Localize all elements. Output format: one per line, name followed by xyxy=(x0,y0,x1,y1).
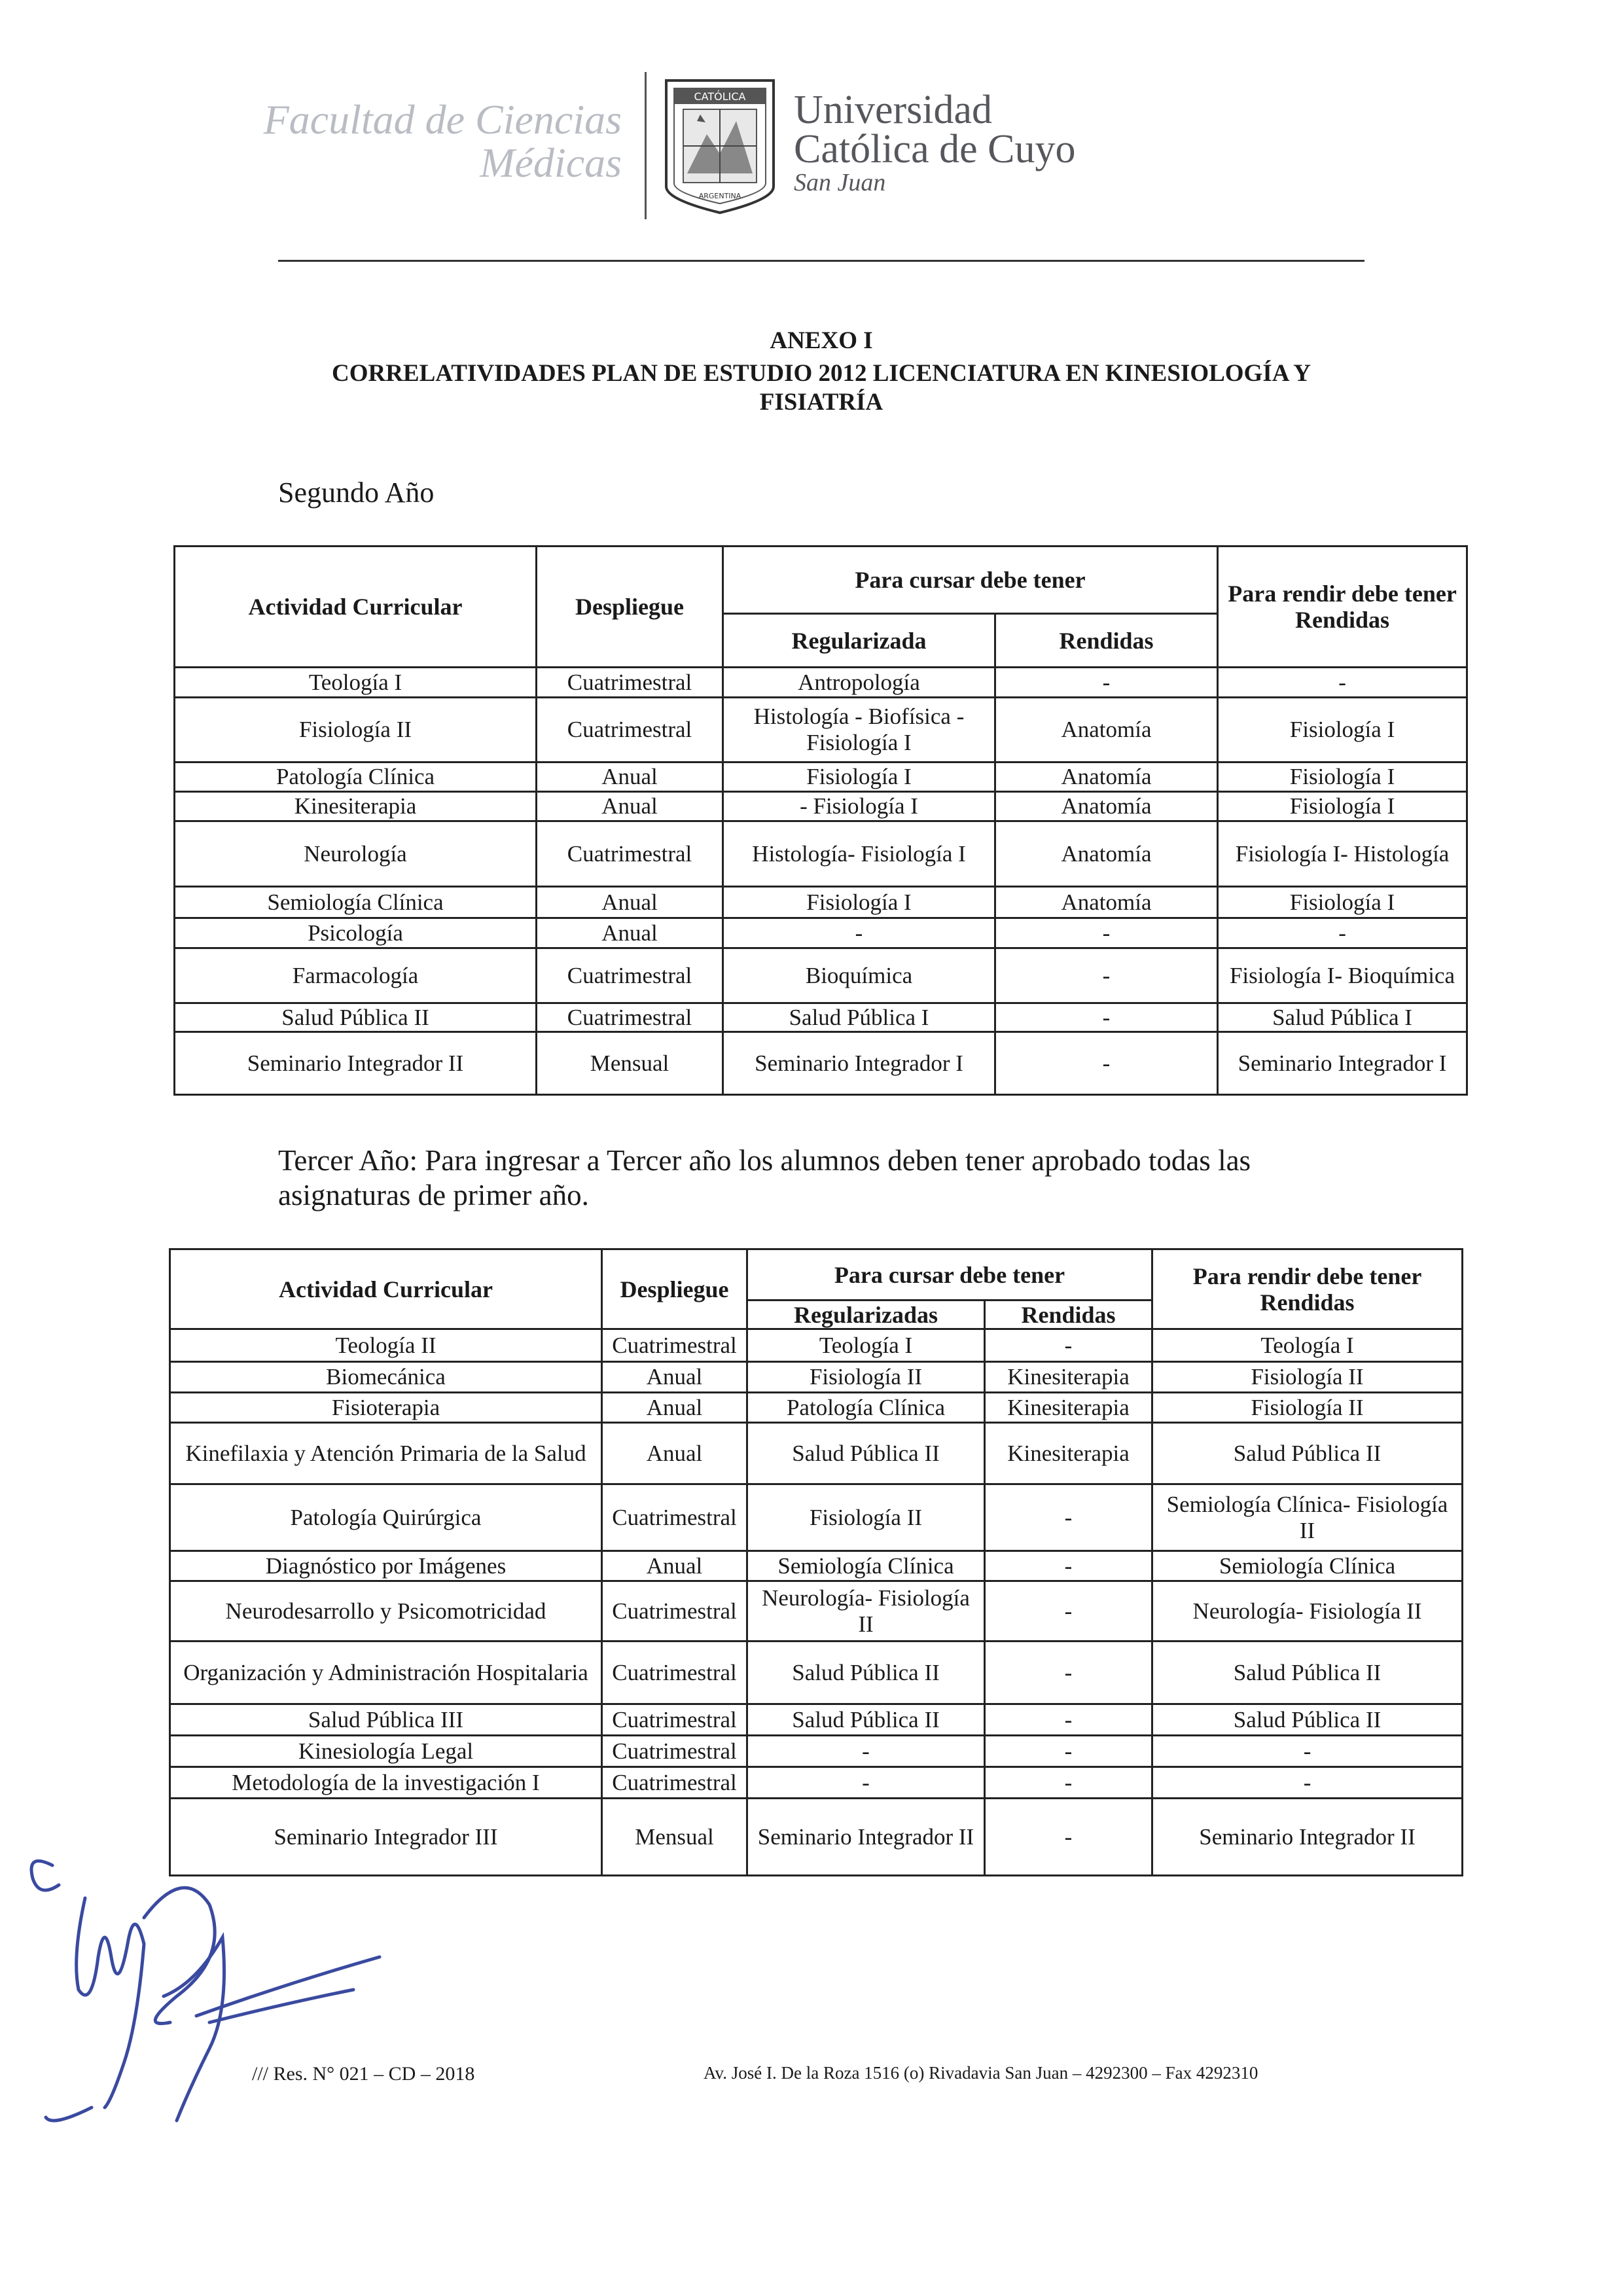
cell-despliegue: Anual xyxy=(537,762,723,792)
table-row xyxy=(170,1767,1463,1799)
tercer-table xyxy=(169,1248,1463,1876)
cell-regularizada: Seminario Integrador II xyxy=(747,1799,985,1876)
cell-rendidas: - xyxy=(985,1799,1152,1876)
cell-despliegue: Anual xyxy=(602,1551,747,1581)
university-seal-icon xyxy=(661,75,779,216)
cell-actividad: Fisiología II xyxy=(175,698,537,762)
cell-rendir: Fisiología I- Bioquímica xyxy=(1218,948,1467,1003)
cell-despliegue: Cuatrimestral xyxy=(602,1641,747,1704)
cell-actividad: Kinefilaxia y Atención Primaria de la Salud xyxy=(170,1423,602,1484)
cell-actividad: Salud Pública II xyxy=(175,1003,537,1032)
cell-rendir: Salud Pública II xyxy=(1152,1423,1463,1484)
table-row xyxy=(175,698,1467,762)
table-row xyxy=(170,1393,1463,1423)
header-rule xyxy=(278,260,1364,262)
cell-rendir: Salud Pública I xyxy=(1218,1003,1467,1032)
col-header-regularizada: Regularizada xyxy=(723,614,995,668)
cell-despliegue: Cuatrimestral xyxy=(537,1003,723,1032)
cell-rendir: Seminario Integrador II xyxy=(1152,1799,1463,1876)
cell-actividad: Fisioterapia xyxy=(170,1393,602,1423)
cell-actividad: Teología I xyxy=(175,668,537,698)
col-header-actividad: Actividad Curricular xyxy=(175,547,537,668)
section-tercer-heading-line2: asignaturas de primer año. xyxy=(278,1179,589,1211)
cell-actividad: Patología Quirúrgica xyxy=(170,1484,602,1551)
cell-despliegue: Cuatrimestral xyxy=(602,1484,747,1551)
table-row xyxy=(175,948,1467,1003)
cell-rendir: Fisiología I- Histología xyxy=(1218,821,1467,887)
cell-despliegue: Anual xyxy=(602,1393,747,1423)
cell-rendidas: Anatomía xyxy=(995,698,1218,762)
table-row xyxy=(170,1551,1463,1581)
cell-rendidas: Anatomía xyxy=(995,792,1218,821)
seal-top-text: CATÓLICA xyxy=(694,90,746,103)
col-header-actividad: Actividad Curricular xyxy=(170,1249,602,1329)
cell-rendir: - xyxy=(1218,918,1467,948)
cell-actividad: Patología Clínica xyxy=(175,762,537,792)
header-divider xyxy=(645,72,647,219)
cell-despliegue: Cuatrimestral xyxy=(602,1736,747,1767)
cell-actividad: Organización y Administración Hospitalaria xyxy=(170,1641,602,1704)
cell-actividad: Metodología de la investigación I xyxy=(170,1767,602,1799)
col-header-cursar: Para cursar debe tener xyxy=(723,547,1218,614)
cell-regularizada: Teología I xyxy=(747,1329,985,1362)
cell-rendir: Semiología Clínica xyxy=(1152,1551,1463,1581)
annex-title: ANEXO I xyxy=(770,327,873,354)
cell-rendidas: - xyxy=(985,1551,1152,1581)
cell-regularizada: - xyxy=(723,918,995,948)
cell-actividad: Seminario Integrador III xyxy=(170,1799,602,1876)
cell-actividad: Neurodesarrollo y Psicomotricidad xyxy=(170,1581,602,1641)
cell-regularizada: Antropología xyxy=(723,668,995,698)
cell-rendir: Fisiología II xyxy=(1152,1393,1463,1423)
cell-rendir: - xyxy=(1218,668,1467,698)
cell-regularizada: Fisiología I xyxy=(723,887,995,918)
col-header-rendidas: Rendidas xyxy=(985,1300,1152,1329)
cell-actividad: Teología II xyxy=(170,1329,602,1362)
cell-rendir: Neurología- Fisiología II xyxy=(1152,1581,1463,1641)
cell-actividad: Farmacología xyxy=(175,948,537,1003)
document-title-line2: FISIATRÍA xyxy=(759,389,883,416)
cell-rendir: Salud Pública II xyxy=(1152,1641,1463,1704)
resolution-number: /// Res. N° 021 – CD – 2018 xyxy=(252,2063,475,2085)
cell-actividad: Seminario Integrador II xyxy=(175,1032,537,1095)
cell-rendidas: - xyxy=(995,948,1218,1003)
cell-rendir: - xyxy=(1152,1736,1463,1767)
col-header-despliegue: Despliegue xyxy=(537,547,723,668)
cell-rendidas: - xyxy=(985,1641,1152,1704)
cell-regularizada: Patología Clínica xyxy=(747,1393,985,1423)
cell-rendidas: Anatomía xyxy=(995,762,1218,792)
cell-regularizada: Bioquímica xyxy=(723,948,995,1003)
cell-rendir: Teología I xyxy=(1152,1329,1463,1362)
cell-despliegue: Mensual xyxy=(602,1799,747,1876)
cell-regularizada: Seminario Integrador I xyxy=(723,1032,995,1095)
cell-despliegue: Cuatrimestral xyxy=(537,668,723,698)
cell-rendir: Fisiología I xyxy=(1218,792,1467,821)
cell-despliegue: Anual xyxy=(602,1423,747,1484)
table-row xyxy=(170,1484,1463,1551)
table-row xyxy=(170,1641,1463,1704)
cell-rendir: Seminario Integrador I xyxy=(1218,1032,1467,1095)
cell-rendidas: Kinesiterapia xyxy=(985,1393,1152,1423)
cell-despliegue: Anual xyxy=(537,792,723,821)
cell-regularizada: Salud Pública I xyxy=(723,1003,995,1032)
cell-actividad: Kinesiterapia xyxy=(175,792,537,821)
table-row xyxy=(170,1704,1463,1736)
col-header-cursar: Para cursar debe tener xyxy=(747,1249,1152,1300)
cell-regularizada: Salud Pública II xyxy=(747,1641,985,1704)
table-row xyxy=(170,1581,1463,1641)
cell-despliegue: Cuatrimestral xyxy=(602,1581,747,1641)
cell-rendidas: - xyxy=(985,1581,1152,1641)
cell-regularizada: Neurología- Fisiología II xyxy=(747,1581,985,1641)
table-row xyxy=(170,1329,1463,1362)
cell-regularizada: Salud Pública II xyxy=(747,1423,985,1484)
cell-despliegue: Cuatrimestral xyxy=(602,1767,747,1799)
university-name xyxy=(794,90,1075,196)
cell-actividad: Neurología xyxy=(175,821,537,887)
table-row xyxy=(170,1362,1463,1393)
table-row xyxy=(175,918,1467,948)
cell-rendir: Salud Pública II xyxy=(1152,1704,1463,1736)
university-line2: Católica de Cuyo xyxy=(794,127,1076,171)
cell-despliegue: Cuatrimestral xyxy=(537,948,723,1003)
cell-regularizada: Histología - Biofísica - Fisiología I xyxy=(723,698,995,762)
cell-actividad: Diagnóstico por Imágenes xyxy=(170,1551,602,1581)
seal-bottom-text: ARGENTINA xyxy=(698,192,741,200)
cell-regularizada: - xyxy=(747,1767,985,1799)
cell-rendir: - xyxy=(1152,1767,1463,1799)
cell-despliegue: Cuatrimestral xyxy=(602,1329,747,1362)
segundo-table xyxy=(173,545,1468,1096)
cell-regularizada: - xyxy=(747,1736,985,1767)
cell-rendidas: - xyxy=(985,1329,1152,1362)
cell-rendidas: Kinesiterapia xyxy=(985,1423,1152,1484)
col-header-rendir: Para rendir debe tener Rendidas xyxy=(1218,547,1467,668)
cell-rendidas: - xyxy=(995,668,1218,698)
cell-rendidas: - xyxy=(985,1736,1152,1767)
cell-rendidas: Kinesiterapia xyxy=(985,1362,1152,1393)
table-row xyxy=(170,1423,1463,1484)
cell-regularizada: Salud Pública II xyxy=(747,1704,985,1736)
cell-rendidas: - xyxy=(985,1767,1152,1799)
cell-rendidas: - xyxy=(985,1704,1152,1736)
cell-regularizada: Histología- Fisiología I xyxy=(723,821,995,887)
table-row xyxy=(175,887,1467,918)
table-row xyxy=(170,1736,1463,1767)
cell-rendidas: Anatomía xyxy=(995,887,1218,918)
cell-rendidas: - xyxy=(995,1003,1218,1032)
cell-rendir: Fisiología I xyxy=(1218,887,1467,918)
col-header-regularizadas: Regularizadas xyxy=(747,1300,985,1329)
cell-rendidas: Anatomía xyxy=(995,821,1218,887)
col-header-despliegue: Despliegue xyxy=(602,1249,747,1329)
cell-rendidas: - xyxy=(995,918,1218,948)
cell-actividad: Psicología xyxy=(175,918,537,948)
cell-rendir: Fisiología II xyxy=(1152,1362,1463,1393)
cell-despliegue: Cuatrimestral xyxy=(537,698,723,762)
faculty-name xyxy=(255,98,622,185)
cell-actividad: Kinesiología Legal xyxy=(170,1736,602,1767)
col-header-rendir: Para rendir debe tener Rendidas xyxy=(1152,1249,1463,1329)
cell-regularizada: - Fisiología I xyxy=(723,792,995,821)
cell-actividad: Biomecánica xyxy=(170,1362,602,1393)
cell-regularizada: Fisiología II xyxy=(747,1362,985,1393)
cell-rendir: Fisiología I xyxy=(1218,698,1467,762)
faculty-line2: Médicas xyxy=(480,139,622,186)
cell-rendidas: - xyxy=(985,1484,1152,1551)
faculty-line1: Facultad de Ciencias xyxy=(263,96,622,143)
cell-despliegue: Cuatrimestral xyxy=(537,821,723,887)
cell-despliegue: Cuatrimestral xyxy=(602,1704,747,1736)
section-segundo-heading: Segundo Año xyxy=(278,476,435,509)
table-row xyxy=(175,1032,1467,1095)
cell-rendidas: - xyxy=(995,1032,1218,1095)
table-row xyxy=(175,821,1467,887)
cell-despliegue: Anual xyxy=(537,918,723,948)
cell-regularizada: Fisiología II xyxy=(747,1484,985,1551)
table-row xyxy=(175,668,1467,698)
university-line1: Universidad xyxy=(794,88,993,132)
cell-rendir: Semiología Clínica- Fisiología II xyxy=(1152,1484,1463,1551)
cell-despliegue: Anual xyxy=(537,887,723,918)
cell-regularizada: Fisiología I xyxy=(723,762,995,792)
footer-address: Av. José I. De la Roza 1516 (o) Rivadavia San Juan – 4292300 – Fax 4292310 xyxy=(704,2063,1258,2083)
section-tercer-heading-line1: Tercer Año: Para ingresar a Tercer año los alumnos deben tener aprobado todas las xyxy=(278,1144,1251,1177)
table-row xyxy=(175,792,1467,821)
cell-despliegue: Mensual xyxy=(537,1032,723,1095)
cell-rendir: Fisiología I xyxy=(1218,762,1467,792)
cell-despliegue: Anual xyxy=(602,1362,747,1393)
cell-regularizada: Semiología Clínica xyxy=(747,1551,985,1581)
col-header-rendidas: Rendidas xyxy=(995,614,1218,668)
table-row xyxy=(175,1003,1467,1032)
university-city: San Juan xyxy=(794,169,886,196)
document-title-line1: CORRELATIVIDADES PLAN DE ESTUDIO 2012 LICENCIATURA EN KINESIOLOGÍA Y xyxy=(331,360,1311,387)
table-row xyxy=(175,762,1467,792)
cell-actividad: Semiología Clínica xyxy=(175,887,537,918)
cell-actividad: Salud Pública III xyxy=(170,1704,602,1736)
